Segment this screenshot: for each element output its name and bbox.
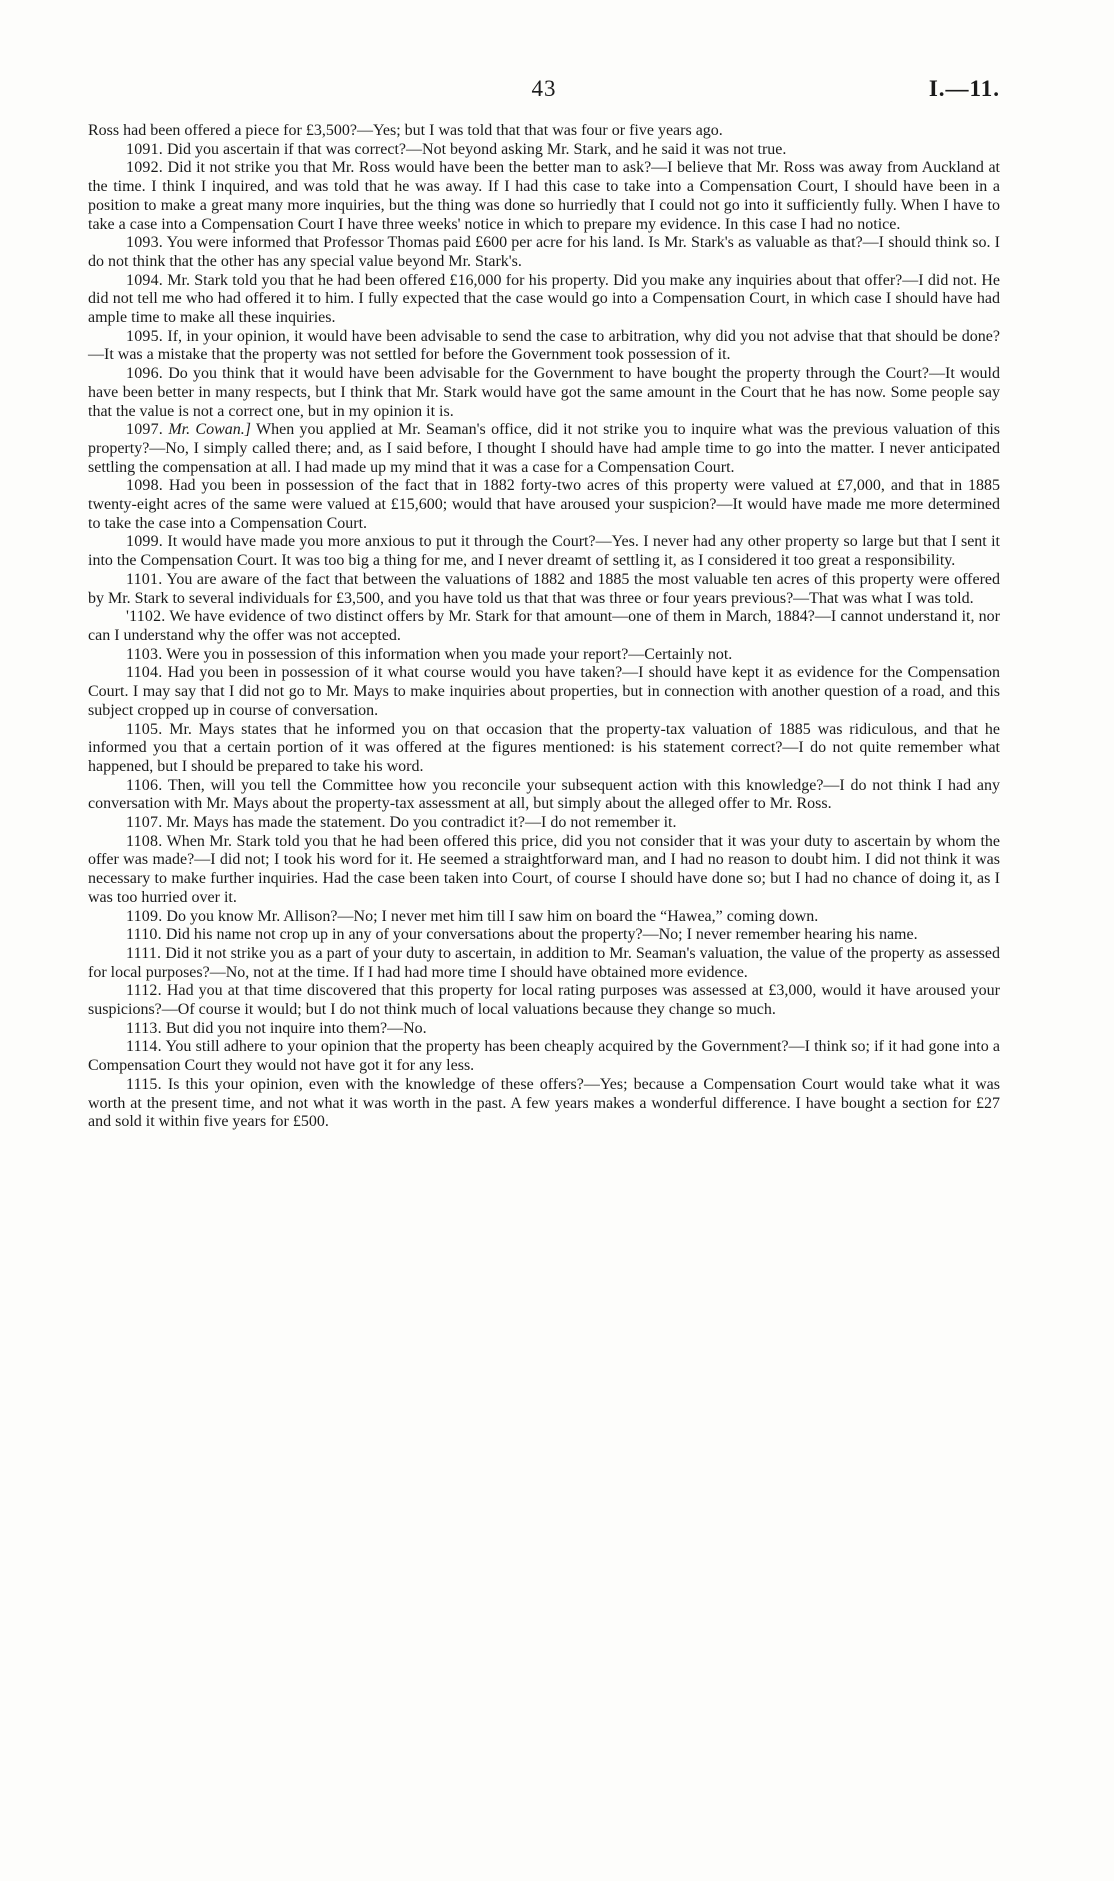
evidence-paragraph xyxy=(88,833,1000,908)
evidence-paragraph xyxy=(88,533,1000,570)
evidence-paragraph xyxy=(88,945,1000,982)
question-number: 1101. xyxy=(126,570,163,588)
document-reference: I.—11. xyxy=(928,76,1000,101)
paragraph-text: Did it not strike you that Mr. Ross would have been the better man to ask?—I believe that Mr. Ross was away from Auckland at the time. I think I inquired, and was told that he was away. If I had this case to take into a Compensation Court, I should have been in a position to make a great many more inquiries, but the thing was done so hurriedly that I could not go into it sufficiently fully. When I have to take a case into a Compensation Court I have three weeks' notice in which to prepare my evidence. In this case I had no notice. xyxy=(88,159,1001,233)
paragraph-text: It would have made you more anxious to put it through the Court?—Yes. I never had any other property so large but that I sent it into the Compensation Court. It was too big a thing for me, and I never dreamt of settling it, as I considered it too great a responsibility. xyxy=(88,533,1001,570)
evidence-paragraph xyxy=(88,664,1000,720)
paragraph-text: Did his name not crop up in any of your conversations about the property?—No; I never remember hearing his name. xyxy=(165,926,918,944)
question-number: 1093. xyxy=(126,234,163,252)
paragraph-text: When you applied at Mr. Seaman's office, did it not strike you to inquire what was the previous valuation of this property?—No, I simply called there; and, as I said before, I thought I should have had ample time to go into the matter. I never anticipated settling the compensation at all. I had made up my mind that it was a case for a Compensation Court. xyxy=(88,421,1001,476)
question-number: 1097. xyxy=(126,421,163,439)
evidence-paragraph xyxy=(88,982,1000,1019)
question-number: 1115. xyxy=(126,1075,162,1093)
paragraph-text: Mr. Stark told you that he had been offered £16,000 for his property. Did you make any inquiries about that offer?—I did not. He did not tell me who had offered it to him. I fully expected that the case would go into a Compensation Court, in which case I should have had ample time to make all these inquiries. xyxy=(88,271,1001,327)
question-number: 1094. xyxy=(126,271,163,289)
evidence-paragraph xyxy=(88,141,1000,160)
paragraph-text: When Mr. Stark told you that he had been offered this price, did you not consider that it was your duty to ascertain by whom the offer was made?—I did not; I took his word for it. He seemed a straightforward man, and I had no reason to doubt him. I did not think it was necessary to make further inquiries. Had the case been taken into Court, of course I should have done so; but I had no chance of doing it, as I was too hurried over it. xyxy=(88,832,1000,906)
evidence-paragraph xyxy=(88,777,1000,814)
evidence-paragraph xyxy=(88,328,1000,365)
speaker-label: Mr. Cowan.] xyxy=(168,421,251,439)
evidence-paragraph xyxy=(88,1020,1000,1039)
page-header xyxy=(88,76,1000,106)
evidence-paragraph xyxy=(88,1076,1000,1132)
body-text xyxy=(88,122,1000,1132)
paragraph-text: You still adhere to your opinion that the property has been cheaply acquired by the Government?—I think so; if it had gone into a Compensation Court they would not have got it for any less. xyxy=(88,1038,1001,1075)
evidence-paragraph xyxy=(88,608,1000,645)
paragraph-text: If, in your opinion, it would have been advisable to send the case to arbitration, why did you not advise that that should be done?—It was a mistake that the property was not settled for before the Government took possession of it. xyxy=(88,327,1001,364)
paragraph-text: Had you at that time discovered that this property for local rating purposes was assessed at £3,000, would it have aroused your suspicions?—Of course it would; but I do not think much of local valuations because they change so much. xyxy=(88,982,1001,1019)
evidence-paragraph xyxy=(88,365,1000,421)
question-number: 1106. xyxy=(126,776,163,794)
paragraph-text: Do you know Mr. Allison?—No; I never met him till I saw him on board the “Hawea,” coming down. xyxy=(166,907,819,925)
paragraph-text: Then, will you tell the Committee how you reconcile your subsequent action with this knowledge?—I do not think I had any conversation with Mr. Mays about the property-tax assessment at all, but simply about the alleged offer to Mr. Ross. xyxy=(88,776,1000,813)
evidence-paragraph xyxy=(88,721,1000,777)
paragraph-text: We have evidence of two distinct offers by Mr. Stark for that amount—one of them in March, 1884?—I cannot understand it, nor can I understand why the offer was not accepted. xyxy=(88,608,1000,644)
question-number: 1108. xyxy=(126,832,163,850)
evidence-paragraph xyxy=(88,272,1000,328)
question-number: 1107. xyxy=(126,814,163,832)
paragraph-text: Were you in possession of this information when you made your report?—Certainly not. xyxy=(166,645,733,663)
evidence-paragraph xyxy=(88,908,1000,927)
paragraph-text: Did you ascertain if that was correct?—Not beyond asking Mr. Stark, and he said it was not true. xyxy=(167,140,787,158)
question-number: 1098. xyxy=(126,477,163,495)
evidence-paragraph xyxy=(88,122,1000,141)
paragraph-text: Mr. Mays states that he informed you on that occasion that the property-tax valuation of 1885 was ridiculous, and that he informed you that a certain portion of it was offered at the figures mentioned: is his statement correct?—I do not quite remember what happened, but I should be prepared to take his word. xyxy=(88,720,1001,775)
paragraph-text: Mr. Mays has made the statement. Do you contradict it?—I do not remember it. xyxy=(166,814,677,832)
question-number: 1096. xyxy=(126,365,163,383)
paragraph-text: Do you think that it would have been advisable for the Government to have bought the property through the Court?—It would have been better in many respects, but I think that Mr. Stark would have got the same amount in the Court that he has now. Some people say that the value is not a correct one, but in my opinion it is. xyxy=(88,365,1000,420)
question-number: 1113. xyxy=(126,1019,162,1037)
question-number: 1112. xyxy=(126,982,162,1000)
question-number: 1099. xyxy=(126,533,163,551)
question-number: 1109. xyxy=(126,907,163,925)
evidence-paragraph xyxy=(88,234,1000,271)
paragraph-text: Is this your opinion, even with the knowledge of these offers?—Yes; because a Compensation Court would take what it was worth at the present time, and not what it was worth in the past. A few years makes a wonderful difference. I have bought a section for £27 and sold it within five years for £500. xyxy=(88,1075,1001,1131)
evidence-paragraph xyxy=(88,477,1000,533)
evidence-paragraph xyxy=(88,1038,1000,1075)
question-number: 1114. xyxy=(126,1038,162,1056)
evidence-paragraph xyxy=(88,159,1000,234)
paragraph-text: Did it not strike you as a part of your duty to ascertain, in addition to Mr. Seaman's valuation, the value of the property as assessed for local purposes?—No, not at the time. If I had had more time I should have obtained more evidence. xyxy=(88,944,1001,981)
page-number: 43 xyxy=(531,76,557,101)
paragraph-text: Ross had been offered a piece for £3,500?—Yes; but I was told that that was four or five years ago. xyxy=(88,122,723,139)
paragraph-text: You are aware of the fact that between the valuations of 1882 and 1885 the most valuable ten acres of this property were offered by Mr. Stark to several individuals for £3,500, and you have told us that that was three or four years previous?—That was what I was told. xyxy=(88,570,1000,607)
evidence-paragraph xyxy=(88,814,1000,833)
question-number: 1104. xyxy=(126,664,163,682)
question-number: 1110. xyxy=(126,926,162,944)
paragraph-text: But did you not inquire into them?—No. xyxy=(165,1019,427,1037)
paragraph-text: You were informed that Professor Thomas paid £600 per acre for his land. Is Mr. Stark's as valuable as that?—I should think so. I do not think that the other has any special value beyond Mr. Stark's. xyxy=(88,234,1001,270)
paragraph-text: Had you been in possession of the fact that in 1882 forty-two acres of this property were valued at £7,000, and that in 1885 twenty-eight acres of the same were valued at £15,600; would that have aroused your suspicion?—It would have made me more determined to take the case into a Compensation Court. xyxy=(88,477,1000,532)
question-number: 1103. xyxy=(126,645,163,663)
paragraph-text: Had you been in possession of it what course would you have taken?—I should have kept it as evidence for the Compensation Court. I may say that I did not go to Mr. Mays to make inquiries about properties, but in connection with another question of a road, and this subject cropped up in course of conversation. xyxy=(88,664,1001,719)
evidence-paragraph xyxy=(88,646,1000,665)
question-number: 1105. xyxy=(126,720,163,738)
evidence-paragraph xyxy=(88,571,1000,608)
question-number: '1102. xyxy=(126,608,166,626)
evidence-paragraph xyxy=(88,421,1000,477)
question-number: 1092. xyxy=(126,159,163,177)
question-number: 1091. xyxy=(126,140,163,158)
question-number: 1111. xyxy=(126,944,162,962)
evidence-paragraph xyxy=(88,926,1000,945)
question-number: 1095. xyxy=(126,327,163,345)
